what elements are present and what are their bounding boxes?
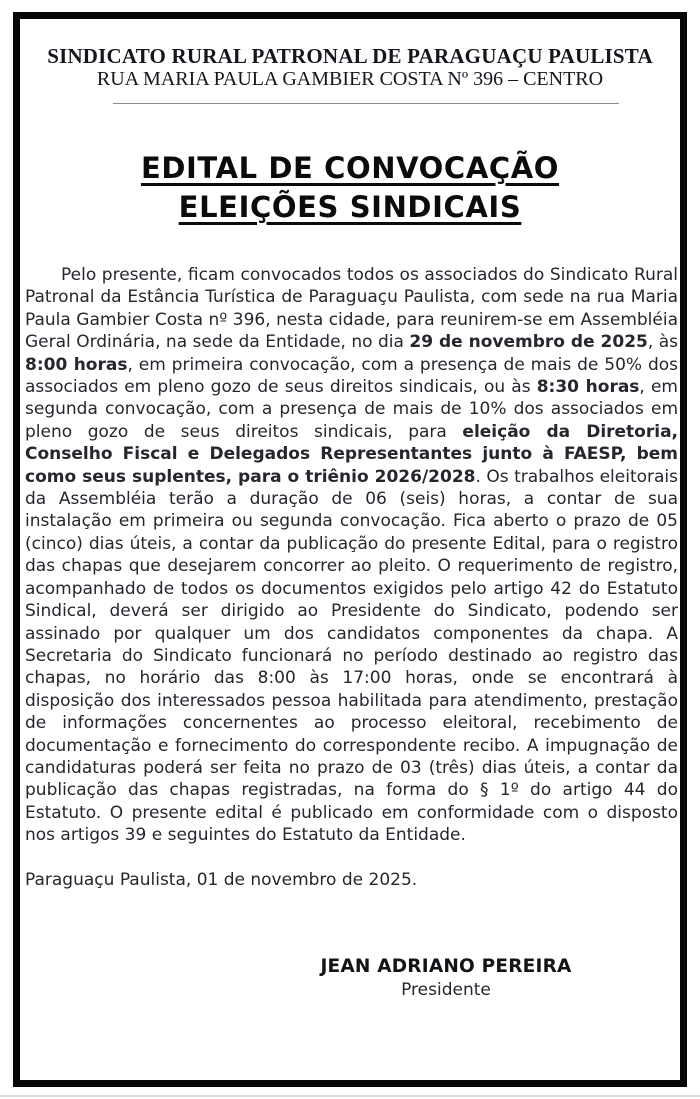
header-separator-rule [113,103,619,104]
org-address: RUA MARIA PAULA GAMBIER COSTA Nº 396 – CENTRO [96,68,604,90]
org-name: SINDICATO RURAL PATRONAL DE PARAGUAÇU PAULISTA [47,44,653,68]
signer-role: Presidente [401,979,491,1000]
letterhead [20,45,680,91]
viewer-bottom-edge [0,1095,700,1097]
page-content [20,19,680,1080]
signer-name: JEAN ADRIANO PEREIRA [320,955,572,977]
body-paragraph: Pelo presente, ficam convocados todos os associados do Sindicato Rural Patronal da Estância Turística de Paraguaçu Paulista, com sede na rua Maria Paula Gambier Costa nº 396, nesta cidade, para reunirem-se em Assembléia Geral Ordinária, na sede da Entidade, no dia 29 de novembro de 2025, às 8:00 horas, em primeira convocação, com a presença de mais de 50% dos associados em pleno gozo de seus direitos sindicais, ou às 8:30 horas, em segunda convocação, com a presença de mais de 10% dos associados em pleno gozo de seus direitos sindicais, para eleição da Diretoria, Conselho Fiscal e Delegados Representantes junto à FAESP, bem como seus suplentes, para o triênio 2026/2028. Os trabalhos eleitorais da Assembléia terão a duração de 06 (seis) horas, a contar de sua instalação em primeira ou segunda convocação. Fica aberto o prazo de 05 (cinco) dias úteis, a contar da publicação do presente Edital, para o registro das chapas que desejarem concorrer ao pleito. O requerimento de registro, acompanhado de todos os documentos exigidos pelo artigo 42 do Estatuto Sindical, deverá ser dirigido ao Presidente do Sindicato, podendo ser assinado por qualquer um dos candidatos componentes da chapa. A Secretaria do Sindicato funcionará no período destinado ao registro das chapas, no horário das 8:00 às 17:00 horas, onde se encontrará à disposição dos interessados pessoa habilitada para atendimento, prestação de informações concernentes ao processo eleitoral, recebimento de documentação e fornecimento do correspondente recibo. A impugnação de candidaturas poderá ser feita no prazo de 03 (três) dias úteis, a contar da publicação das chapas registradas, na forma do § 1º do artigo 44 do Estatuto. O presente edital é publicado em conformidade com o disposto nos artigos 39 e seguintes do Estatuto da Entidade. [25,265,679,846]
signature-block [296,955,596,1002]
title-line-2: ELEIÇÕES SINDICAIS [178,190,522,224]
date-line: Paraguaçu Paulista, 01 de novembro de 2025. [25,869,418,890]
notice-title [20,149,680,227]
title-line-1: EDITAL DE CONVOCAÇÃO [140,151,560,185]
